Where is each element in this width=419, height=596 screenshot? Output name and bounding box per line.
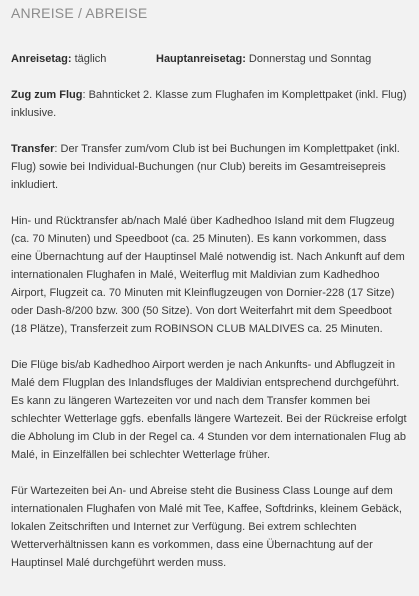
hauptanreisetag-label: Hauptanreisetag: [156,53,246,65]
zug-zum-flug-text: : Bahnticket 2. Klasse zum Flughafen im Komplettpaket (inkl. Flug) inklusive. [11,89,407,119]
zug-zum-flug-label: Zug zum Flug [11,89,83,101]
transfer-text: : Der Transfer zum/vom Club ist bei Buchungen im Komplettpaket (inkl. Flug) sowie bei Individual-Buchungen (nur Club) bereits im Gesamtreisepreis inkludiert. [11,143,400,191]
section-title: ANREISE / ABREISE [11,5,148,21]
flights-paragraph: Die Flüge bis/ab Kadhedhoo Airport werden je nach Ankunfts- und Abflugzeit in Malé dem Flugplan des Inlandsfluges der Maldivian entsprechend durchgeführt. Es kann zu längeren Wartezeiten vor und nach dem Transfer kommen bei schlechter Wetterlage ggfs. ebenfalls längere Wartezeit. Bei der Rückreise erfolgt die Abholung im Club in der Regel ca. 4 Stunden vor dem internationalen Flug ab Malé, in Einzelfällen bei schlechter Wetterlage früher. [11,359,407,461]
transfer-details-paragraph: Hin- und Rücktransfer ab/nach Malé über Kadhedhoo Island mit dem Flugzeug (ca. 70 Minuten) und Speedboot (ca. 25 Minuten). Es kann vorkommen, dass eine Übernachtung auf der Hauptinsel Malé notwendig ist. Nach Ankunft auf dem internationalen Flughafen in Malé, Weiterflug mit Maldivian zum Kadhedhoo Airport, Flugzeit ca. 70 Minuten mit Kleinflugzeugen von Dornier-228 (17 Sitze) oder Dash-8/200 bzw. 300 (50 Sitze). Von dort Weiterfahrt mit dem Speedboot (18 Plätze), Transferzeit zum ROBINSON CLUB MALDIVES ca. 25 Minuten. [11,215,405,335]
anreisetag-value: täglich [71,53,107,65]
anreisetag-item [11,50,106,68]
transfer-paragraph [11,140,409,194]
hauptanreisetag-item [156,50,371,68]
travel-info-section [11,0,409,572]
anreisetag-label: Anreisetag: [11,53,72,65]
lounge-paragraph: Für Wartezeiten bei An- und Abreise steht die Business Class Lounge auf dem internationalen Flughafen von Malé mit Tee, Kaffee, Softdrinks, kleinem Gebäck, lokalen Zeitschriften und Internet zur Verfügung. Bei extrem schlechten Wetterverhältnissen kann es vorkommen, dass eine Übernachtung auf der Hauptinsel Malé durchgeführt werden muss. [11,485,402,569]
zug-zum-flug-paragraph [11,86,409,122]
hauptanreisetag-value: Donnerstag und Sonntag [245,53,372,65]
transfer-label: Transfer [11,143,55,155]
arrival-days-row [11,50,409,68]
